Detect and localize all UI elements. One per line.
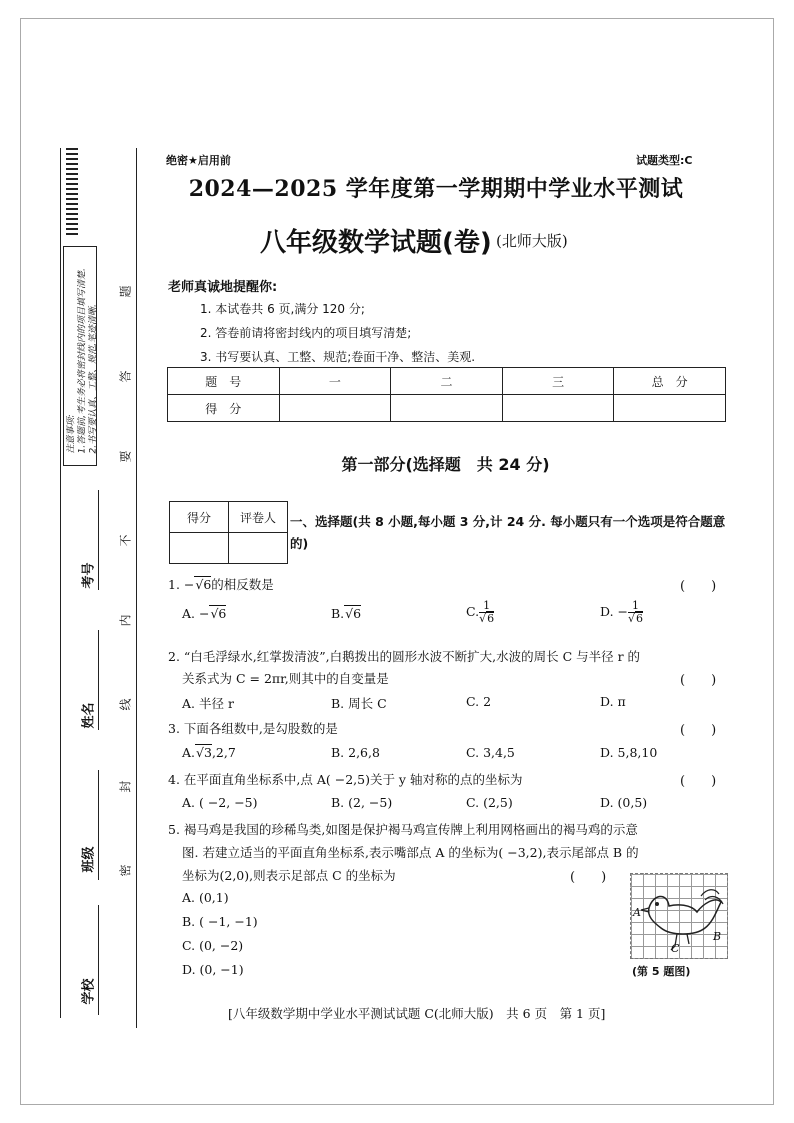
radicand: 6 bbox=[636, 612, 644, 625]
score-header-cell: 二 bbox=[391, 368, 503, 395]
score-table bbox=[167, 367, 726, 422]
reminder-item: 3. 书写要认真、工整、规范;卷面干净、整洁、美观. bbox=[200, 350, 476, 364]
answer-paren[interactable]: ( ) bbox=[680, 673, 717, 688]
score-row-label: 得 分 bbox=[168, 395, 280, 422]
option-b: B. ( −1, −1) bbox=[182, 914, 258, 929]
option-a: A. 半径 r bbox=[182, 696, 234, 711]
table-row bbox=[168, 368, 726, 395]
binding-line-inner bbox=[136, 148, 137, 1028]
option-d: D. (0, −1) bbox=[182, 962, 244, 977]
reminder-title: 老师真诚地提醒你: bbox=[168, 280, 278, 295]
q1-stem-post: 的相反数是 bbox=[211, 577, 274, 592]
radical: √6 bbox=[345, 606, 362, 621]
fraction bbox=[628, 600, 643, 625]
field-name-line bbox=[98, 630, 99, 730]
reminder-item: 2. 答卷前请将密封线内的项目填写清楚; bbox=[200, 326, 412, 340]
fraction bbox=[479, 600, 494, 625]
option-b bbox=[331, 606, 361, 621]
point-label-b: B bbox=[713, 930, 722, 943]
option-d bbox=[600, 600, 643, 625]
secrecy-label: 绝密★启用前 bbox=[166, 154, 231, 167]
answer-paren[interactable]: ( ) bbox=[680, 774, 717, 789]
page-footer: [八年级数学期中学业水平测试试题 C(北师大版) 共 6 页 第 1 页] bbox=[228, 1006, 606, 1021]
binding-zigzag bbox=[66, 148, 78, 236]
option-d: D. 5,8,10 bbox=[600, 745, 658, 760]
figure-caption: (第 5 题图) bbox=[632, 965, 691, 978]
grader-input-cell[interactable] bbox=[170, 533, 229, 564]
option-a bbox=[182, 606, 226, 621]
table-row bbox=[170, 533, 288, 564]
radicand: 6 bbox=[487, 612, 495, 625]
grid-figure bbox=[630, 873, 728, 959]
option-a: A. (0,1) bbox=[182, 890, 229, 905]
seal-char: 封 bbox=[118, 780, 133, 793]
notice-box bbox=[63, 246, 97, 466]
reminder-item: 1. 本试卷共 6 页,满分 120 分; bbox=[200, 302, 365, 316]
table-row bbox=[170, 502, 288, 533]
seal-char: 线 bbox=[118, 698, 133, 711]
field-name: 姓名 bbox=[81, 702, 97, 729]
seal-char: 密 bbox=[118, 864, 133, 877]
notice-text: 注意事项: 1.答题前,考生务必将密封线内的项目填写清楚. 2.书写要认真、工整、规范,笔迹清晰. bbox=[66, 268, 99, 454]
score-header-cell: 一 bbox=[279, 368, 391, 395]
option-c: C. (0, −2) bbox=[182, 938, 244, 953]
q1-stem-radicand: 6 bbox=[203, 577, 212, 592]
question-stem: 坐标为(2,0),则表示足部点 C 的坐标为 bbox=[182, 868, 396, 883]
field-school: 学校 bbox=[81, 978, 97, 1005]
option-label: B. bbox=[331, 606, 345, 621]
question-stem: 关系式为 C = 2πr,则其中的自变量是 bbox=[182, 671, 389, 686]
paper-type-label: 试题类型:C bbox=[636, 154, 693, 167]
grader-input-cell[interactable] bbox=[229, 533, 288, 564]
option-c: C. 3,4,5 bbox=[466, 745, 515, 760]
question-stem: 4. 在平面直角坐标系中,点 A( −2,5)关于 y 轴对称的点的坐标为 bbox=[168, 772, 523, 787]
radicand: 6 bbox=[218, 606, 227, 621]
score-input-cell[interactable] bbox=[614, 395, 726, 422]
score-input-cell[interactable] bbox=[502, 395, 614, 422]
option-label: D. − bbox=[600, 604, 628, 619]
option-b: B. 2,6,8 bbox=[331, 745, 380, 760]
numerator: 1 bbox=[628, 600, 643, 613]
subject-title: 八年级数学试题(卷) bbox=[260, 228, 492, 258]
grader-header-cell: 评卷人 bbox=[229, 502, 288, 533]
option-d: D. (0,5) bbox=[600, 795, 648, 810]
part-title: 第一部分(选择题 共 24 分) bbox=[341, 455, 550, 474]
question-stem bbox=[168, 575, 274, 593]
option-c: C. (2,5) bbox=[466, 795, 513, 810]
grader-header-cell: 得分 bbox=[170, 502, 229, 533]
score-input-cell[interactable] bbox=[279, 395, 391, 422]
radical: √6 bbox=[210, 606, 227, 621]
denominator: √6 bbox=[628, 612, 644, 625]
option-d: D. π bbox=[600, 694, 626, 709]
numerator: 1 bbox=[479, 600, 494, 613]
edition-label: (北师大版) bbox=[496, 232, 568, 250]
field-exam-number-line bbox=[98, 490, 99, 590]
field-school-line bbox=[98, 905, 99, 1015]
score-header-cell: 总 分 bbox=[614, 368, 726, 395]
field-exam-number: 考号 bbox=[81, 562, 97, 589]
answer-paren[interactable]: ( ) bbox=[570, 870, 607, 885]
seal-char: 要 bbox=[118, 450, 133, 463]
option-c: C. 2 bbox=[466, 694, 492, 709]
radicand: 3 bbox=[203, 745, 212, 760]
option-a: A. ( −2, −5) bbox=[182, 795, 258, 810]
seal-char: 不 bbox=[118, 534, 133, 547]
radicand: 6 bbox=[353, 606, 362, 621]
score-header-cell: 题 号 bbox=[168, 368, 280, 395]
field-class: 班级 bbox=[81, 846, 97, 873]
seal-char: 题 bbox=[118, 285, 133, 298]
option-label: C. bbox=[466, 604, 480, 619]
field-class-line bbox=[98, 770, 99, 880]
grader-table bbox=[169, 501, 288, 564]
point-label-c: C bbox=[671, 942, 680, 955]
question-stem: 2. “白毛浮绿水,红掌拨清波”,白鹅拨出的圆形水波不断扩大,水波的周长 C 与半径 r 的 bbox=[168, 649, 641, 664]
option-c bbox=[466, 600, 494, 625]
option-label: A. bbox=[182, 745, 196, 760]
option-b: B. (2, −5) bbox=[331, 795, 393, 810]
table-row bbox=[168, 395, 726, 422]
q1-stem-radical: √6 bbox=[195, 577, 212, 592]
binding-line-outer bbox=[60, 148, 61, 1018]
denominator: √6 bbox=[479, 612, 495, 625]
question-stem: 5. 褐马鸡是我国的珍稀鸟类,如图是保护褐马鸡宣传牌上利用网格画出的褐马鸡的示意 bbox=[168, 822, 638, 837]
answer-paren[interactable]: ( ) bbox=[680, 579, 717, 594]
question-stem: 图. 若建立适当的平面直角坐标系,表示嘴部点 A 的坐标为( −3,2),表示尾部点 B 的 bbox=[182, 845, 639, 860]
seal-char: 内 bbox=[118, 614, 133, 627]
q1-stem-pre: 1. − bbox=[168, 577, 195, 592]
radical: √3 bbox=[196, 745, 212, 760]
question-stem: 3. 下面各组数中,是勾股数的是 bbox=[168, 721, 338, 736]
option-a bbox=[182, 745, 236, 760]
option-b: B. 周长 C bbox=[331, 696, 387, 711]
exam-title: 2024—2025 学年度第一学期期中学业水平测试 bbox=[188, 176, 684, 202]
option-label: A. − bbox=[182, 606, 210, 621]
score-header-cell: 三 bbox=[502, 368, 614, 395]
seal-char: 答 bbox=[118, 370, 133, 383]
point-label-a: A bbox=[633, 906, 641, 919]
answer-paren[interactable]: ( ) bbox=[680, 723, 717, 738]
section-instruction: 一、选择题(共 8 小题,每小题 3 分,计 24 分. 每小题只有一个选项是符合题意的) bbox=[290, 514, 726, 551]
score-input-cell[interactable] bbox=[391, 395, 503, 422]
option-rest: ,2,7 bbox=[211, 745, 236, 760]
